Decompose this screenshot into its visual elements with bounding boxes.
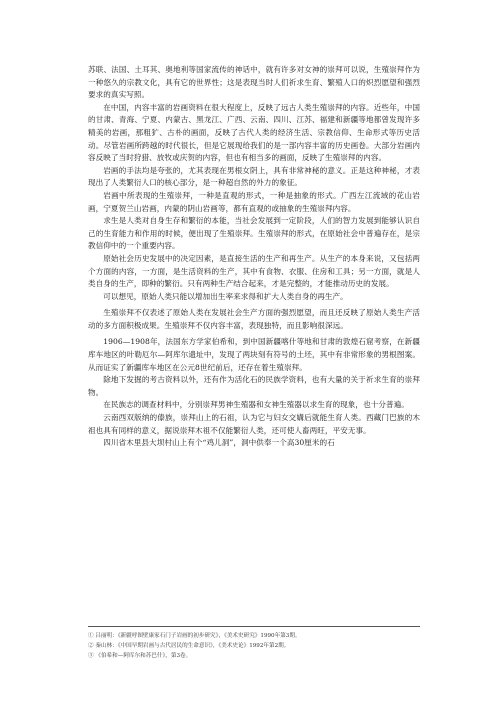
paragraph-1: 苏联、法国、土耳其、奥地利等国家流传的神话中，就有许多对女神的崇拜可以说，生殖崇拜作为一种悠久的宗教文化，具有它的世界性；这是表现当时人们祈求生育、繁殖人口的炽烈愿望和强烈要求的真实写照。 xyxy=(88,65,420,100)
body-text xyxy=(88,64,420,450)
paragraph-5: 求生是人类对自身生存和繁衍的本能，当社会发展到一定阶段，人们的智力发展到能够认识自己的生育能力和作用的时候，便出现了生殖崇拜。生殖崇拜的形式，在原始社会中普遍存在，是宗教信仰中的一个重要内容。 xyxy=(88,216,420,251)
paragraph-7: 可以想见，原始人类只能以增加出生率来求得和扩大人类自身的再生产。 xyxy=(103,291,348,301)
footnote-3: ③ 《伯希和—阿库尔和苏巴什》，第3卷。 xyxy=(88,653,192,659)
footnote-2: ② 秦山林：《中国早期岩画与古代居民的生命意识》，《美术史论》1992年第2期。 xyxy=(88,643,290,649)
paragraph-2: 在中国，内容丰富的岩画资料在很大程度上，反映了远古人类生殖崇拜的内容。近些年，中国的甘肃、青海、宁夏、内蒙古、黑龙江、广西、云南、四川、江苏、福建和新疆等地都曾发现许多精美的岩画，那粗犷、古朴的画面，反映了古代人类的经济生活、宗教信仰、生命形式等历史活动。尽管岩画所跨越的时代很长，但是它展现给我们的是一部内容丰富的历史画卷。大部分岩画内容反映了当时狩猎、放牧或庆贺的内容，但也有相当多的画面，反映了生殖崇拜的内容。 xyxy=(88,102,420,163)
paragraph-12: 云南西双版纳的傣族，崇拜山上的石祖，认为它与妇女交媾后就能生育人类。西藏门巴族的木祖也具有同样的意义，据说崇拜木祖不仅能繁衍人类，还可使人畜两旺，平安无事。 xyxy=(88,413,420,435)
paragraph-4: 岩画中所表现的生殖崇拜，一种是直观的形式，一种是抽象的形式。广西左江流域的花山岩画，宁夏贺兰山岩画，内蒙的阴山岩画等，都有直观的或抽象的生殖崇拜内容。 xyxy=(88,190,420,213)
paragraph-11: 在民族志的调查材料中，分别崇拜男神生殖器和女神生殖器以求生育的现象，也十分普遍。 xyxy=(103,400,409,410)
paragraph-3: 岩画的手法均是夸张的，尤其表现在男根女阴上，具有非常神秘的意义。正是这种神秘，才表现出了人类繁衍人口的核心部分，是一种超自然的外力的象征。 xyxy=(88,165,420,188)
paragraph-10: 除地下发掘的考古资料以外，还有作为活化石的民族学资料，也有大量的关于祈求生育的崇拜物。 xyxy=(88,375,420,397)
footnote-1: ① 吕丽明：《新疆呼图壁康家石门子岩画的初步研究》，《美术史研究》1990年第3期。 xyxy=(88,633,301,639)
paragraph-8: 生殖崇拜不仅表述了原始人类在发展社会生产方面的强烈愿望，而且还反映了原始人类生产活动的多方面积极成果。生殖崇拜不仅内容丰富，表现独特，而且影响很深远。 xyxy=(88,308,420,330)
paragraph-13: 四川省木里县大坝村山上有个“鸡儿洞”，洞中供奉一个高30厘米的石 xyxy=(103,438,335,448)
paragraph-9: 1906—1908年，法国东方学家伯希和，到中国新疆喀什等地和甘肃的敦煌石窟考察，在新疆库车地区的叶勒厄尔—阿库尔遗址中，发现了两块刻有符号的土坯，其中有非常形象的男根图案。从而证实了新疆库车地区在公元8世纪前后，还存在着生殖崇拜。 xyxy=(88,337,420,372)
paragraph-6: 原始社会历史发展中的决定因素，是直接生活的生产和再生产。从生产的本身来说，又包括两个方面的内容，一方面，是生活资料的生产，其中有食物、衣服、住房和工具；另一方面，就是人类自身的生产，即种的繁衍。只有两种生产结合起来，才是完整的，才能推动历史的发展。 xyxy=(88,253,420,289)
footnotes xyxy=(88,626,420,661)
